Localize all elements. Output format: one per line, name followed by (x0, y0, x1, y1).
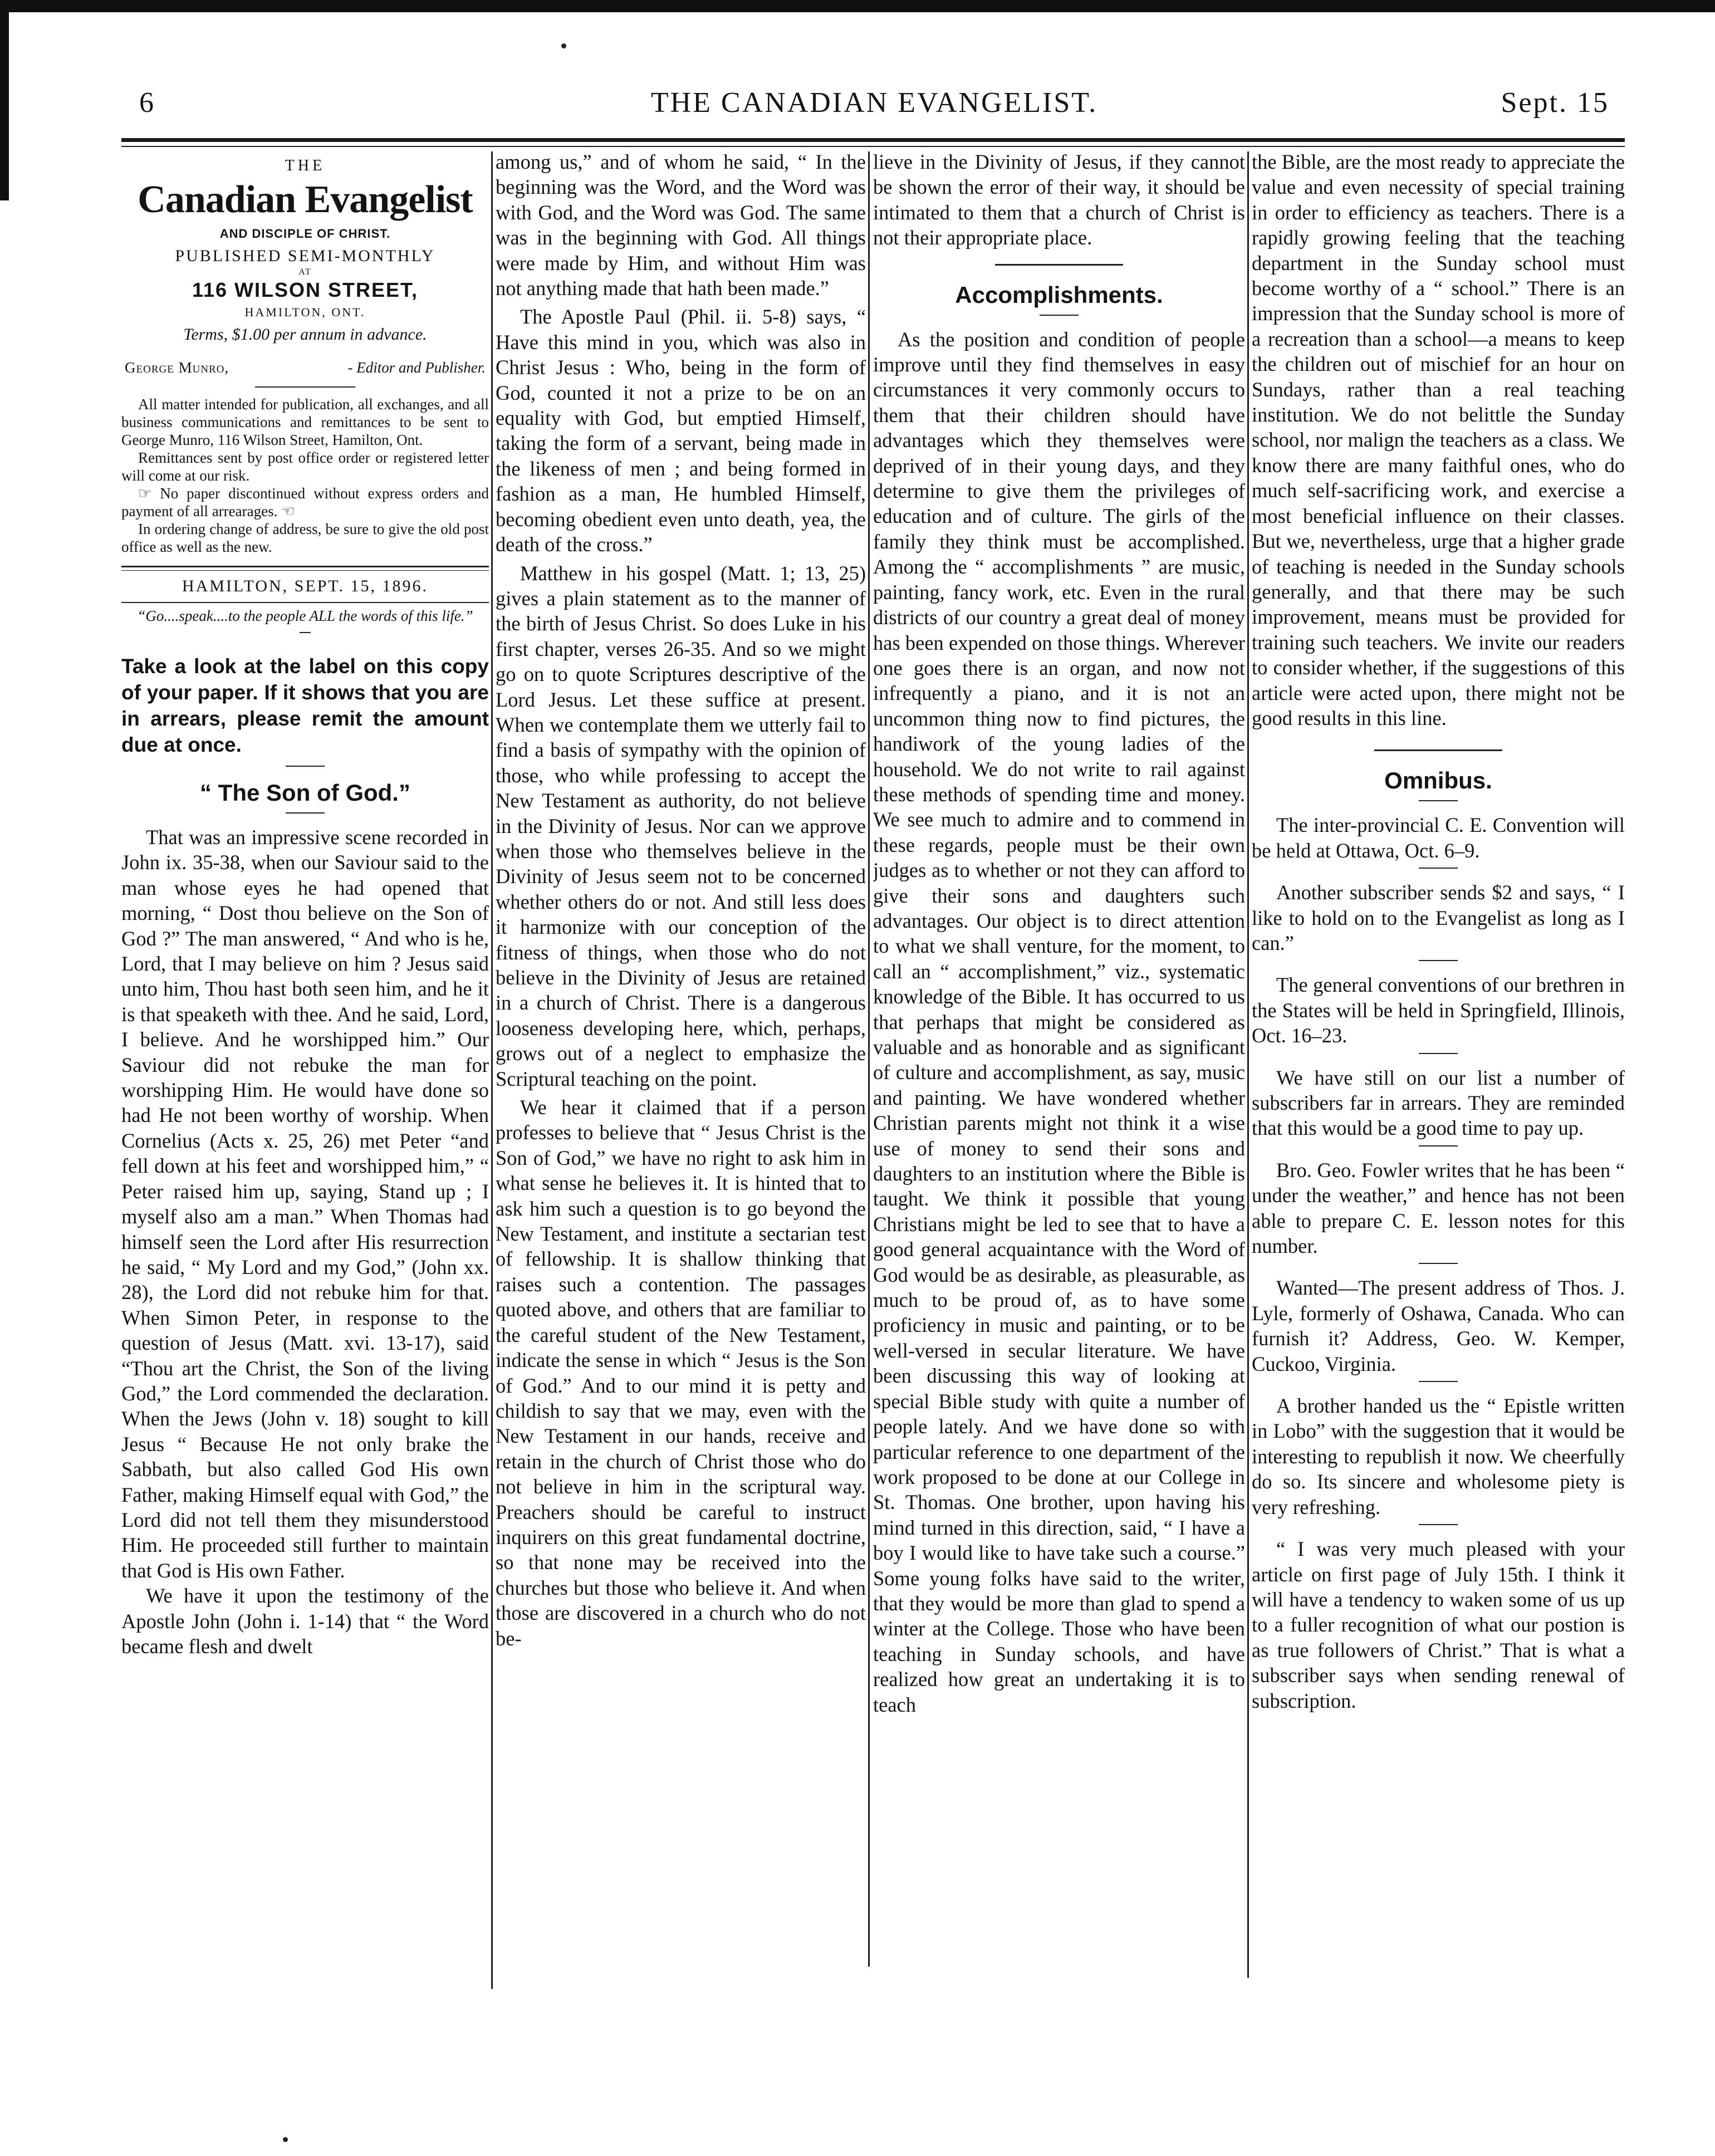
omnibus-item: “ I was very much pleased with your article on first page of July 15th. I think it will have a tendency to waken some of us up to a fuller recognition of what our postion is as true followers of Christ.” That is what a subscriber says when sending renewal of subscription. (1252, 1537, 1625, 1712)
article-title-accomplishments: Accomplishments. (955, 281, 1163, 308)
article-paragraph: That was an impressive scene recorded in John ix. 35-38, when our Saviour said to the man whose eyes he had opened that morning, “ Dost thou believe on the Son of God ?” The man answered, “ And who is he, Lord, that I may believe on him ? Jesus said unto him, Thou hast both seen him, and he it is that speaketh with thee. And he said, Lord, I believe. And he worshipped him.” Our Saviour did not rebuke the man for worshipping Him. He would have done so had He not been worthy of worship. When Cornelius (Acts x. 25, 26) met Peter “and fell down at his feet and worshipped him,” “ Peter raised him up, saying, Stand up ; I myself also am a man.” When Thomas had himself seen the Lord after His resurrection he said, “ My Lord and my God,” (John xx. 28), the Lord did not rebuke him for that. When Simon Peter, in response to the question of Jesus (Matt. xvi. 13-17), said “Thou art the Christ, the Son of the living God,” the Lord commended the declaration. When the Jews (John v. 18) sought to kill Jesus “ Because He not only brake the Sabbath, but also called God His own Father, making Himself equal with God,” the Lord did not tell them they misunderstood Him. He proceeded still further to maintain that God is His own Father. (121, 826, 489, 1582)
masthead (121, 149, 489, 388)
article-paragraph: the Bible, are the most ready to appreciate the value and even necessity of special training in order to efficiency as teachers. There is a rapidly growing feeling that the teaching department in the Sunday school must become worthy of a “ school.” There is an impression that the Sunday school is more of a recreation than a school—a means to keep the children out of mischief for an hour on Sundays, rather than a real teaching institution. We do not belittle the Sunday school, nor malign the teachers as a class. We know there are many faithful ones, who do much self-sacrificing work, and exercise a most beneficial influence on their classes. But we, nevertheless, urge that a higher grade of teaching is needed in the Sunday schools generally, and that there may be such improvement, means must be provided for training such teachers. We invite our readers to consider whether, if the suggestions of this article were acted upon, there might not be good results in this line. (1252, 150, 1625, 729)
item-rule (1419, 868, 1458, 869)
item-rule (1419, 1524, 1458, 1525)
article-paragraph: We hear it claimed that if a person professes to believe that “ Jesus Christ is the Son of God,” we have no right to ask him in what sense he believes it. It is hinted that to ask him such a question is to go beyond the New Testament, and institute a sectarian test of fellowship. It is shallow thinking that raises such a contention. The passages quoted above, and others that are familiar to the careful student of the New Testament, indicate the sense in which “ Jesus is the Son of God.” And to our mind it is petty and childish to say that we may, even with the New Testament in our hands, receive and retain in the church of Christ those who do not believe in him in the scriptural way. Preachers should be careful to instruct inquirers on this great fundamental doctrine, so that none may be received into the churches but those who believe it. And when those are discovered in a church who do not be- (496, 1096, 866, 1650)
publication-notice: In ordering change of address, be sure to give the old post office as well as the new. (121, 521, 489, 555)
title-rule (286, 812, 325, 814)
omnibus-item: Wanted—The present address of Thos. J. Lyle, formerly of Oshawa, Canada. Who can furnish it? Address, Geo. W. Kemper, Cuckoo, Virginia. (1252, 1276, 1625, 1375)
omnibus-item: Bro. Geo. Fowler writes that he has been “ under the weather,” and hence has not been able to prepare C. E. lesson notes for this number. (1252, 1158, 1625, 1258)
title-rule (1040, 315, 1079, 316)
scan-speck (561, 43, 566, 48)
publication-notice: All matter intended for publication, all exchanges, and all business communications and remittances to be sent to George Munro, 116 Wilson Street, Hamilton, Ont. (121, 396, 489, 448)
dateline: HAMILTON, SEPT. 15, 1896. (182, 577, 428, 595)
article-paragraph: among us,” and of whom he said, “ In the beginning was the Word, and the Word was with God, and the Word was God. The same was in the beginning with God. All things were made by Him, and without Him was not anything made that hath been made.” (496, 150, 866, 300)
publication-notice: Remittances sent by post office order or registered letter will come at our risk. (121, 449, 489, 484)
column-3 (873, 149, 1245, 1987)
item-rule (1419, 1381, 1458, 1382)
masthead-at: AT (298, 267, 312, 277)
item-rule (1419, 1145, 1458, 1146)
article-paragraph: As the position and condition of people improve until they find themselves in easy circumstances it very commonly occurs to them that their children should have advantages which they themselves were deprived of in their young days, and they determine to give them the privileges of education and of culture. The girls of the family they think must be accomplished. Among the “ accomplishments ” are music, painting, fancy work, etc. Even in the rural districts of our country a great deal of money has been expended on those things. Wherever one goes there is an organ, and now not infrequently a piano, and it is not an uncommon thing now to find pictures, the handiwork of the young ladies of the household. We do not write to rail against these methods of spending time and money. We see much to admire and to commend in these regards, people must be their own judges as to whether or not they can afford to give their sons and daughters such advantages. Our object is to direct attention to what we shall venture, for the moment, to call an “ accomplishment,” viz., systematic knowledge of the Bible. It has occurred to us that perhaps that might be considered as valuable and as honorable and as significant of culture and accomplishment, as say, music and painting. We have wondered whether Christian parents might not think it a wise use of money to send their sons and daughters to an institution where the Bible is taught. We think it possible that young Christians might be led to see that to have a good general acquaintance with the Word of God would be as desirable, as pleasurable, as much to be proud of, as to have some proficiency in music and painting, or to be well-versed in secular literature. We have been discussing this way of looking at special Bible study with quite a number of people lately. And we have done so with particular reference to one department of the work proposed to be done at our College in St. Thomas. One brother, upon having his mind turned in this direction, said, “ I have a boy I would like to have take such a course.” Some young folks have said to the writer, that they would be more than glad to spend a winter at the College. Those who have been teaching in Sunday schools, and have realized how great an undertaking it is to teach (873, 327, 1245, 1716)
masthead-name: Canadian Evangelist (138, 178, 473, 221)
header-rule-thin (121, 146, 1625, 147)
masthead-editor (121, 354, 489, 381)
column-4 (1252, 149, 1625, 1987)
article-title-son-of-god: “ The Son of God.” (200, 780, 410, 806)
masthead-subtitle: AND DISCIPLE OF CHRIST. (219, 227, 391, 241)
editor-name: George Munro, (125, 359, 229, 376)
column-1 (121, 149, 489, 1987)
column-divider (1247, 151, 1249, 1978)
title-rule (1419, 800, 1458, 801)
column-divider (491, 151, 493, 1989)
publication-notice: ☞ No paper discontinued without express orders and payment of all arrearages. ☜ (121, 485, 489, 520)
editor-role: - Editor and Publisher. (347, 359, 486, 376)
masthead-city: HAMILTON, ONT. (244, 305, 366, 319)
item-rule (1419, 960, 1458, 961)
item-rule (1419, 1263, 1458, 1264)
omnibus-item: Another subscriber sends $2 and says, “ I like to hold on to the Evangelist as long as I can.” (1252, 881, 1625, 954)
motto-dash (300, 632, 311, 633)
omnibus-item: A brother handed us the “ Epistle written in Lobo” with the suggestion that it would be interesting to republish it now. We cheerfully do so. Its sincere and wholesome piety is very refreshing. (1252, 1394, 1625, 1518)
header-rule (121, 138, 1625, 142)
masthead-divider (121, 566, 489, 567)
scan-speck (283, 2137, 288, 2142)
scan-edge-left (0, 0, 9, 200)
omnibus-item: The general conventions of our brethren in the States will be held in Springfield, Illinois, Oct. 16–23. (1252, 973, 1625, 1047)
masthead-street: 116 WILSON STREET, (192, 278, 419, 301)
masthead-frequency: PUBLISHED SEMI-MONTHLY (175, 247, 435, 265)
masthead-rule (255, 386, 355, 388)
omnibus-item: We have still on our list a number of subscribers far in arrears. They are reminded that this would be a good time to pay up. (1252, 1066, 1625, 1140)
omnibus-item: The inter-provincial C. E. Convention will be held at Ottawa, Oct. 6–9. (1252, 814, 1625, 862)
column-divider (868, 151, 870, 1967)
item-rule (1419, 1053, 1458, 1054)
section-rule (1374, 749, 1502, 751)
scan-edge-top (0, 0, 1715, 12)
column-2 (496, 149, 866, 1987)
section-rule (995, 264, 1123, 266)
motto: “Go....speak....to the people ALL the words of this life.” (137, 607, 473, 624)
arrears-notice: Take a look at the label on this copy of your paper. If it shows that you are in arrears, please remit the amount due at once. (121, 655, 489, 756)
page-number: 6 (139, 87, 155, 119)
running-head (139, 84, 1609, 122)
newspaper-title: THE CANADIAN EVANGELIST. (650, 87, 1098, 119)
article-paragraph: The Apostle Paul (Phil. ii. 5-8) says, “ Have this mind in you, which was also in Christ Jesus : Who, being in the form of God, counted it not a prize to be on an equality with God, but emptied Himself, taking the form of a servant, being made in the likeness of men ; and being formed in fashion as a man, He humbled Himself, becoming obedient even unto death, yea, the death of the cross.” (496, 305, 866, 556)
article-paragraph: We have it upon the testimony of the Apostle John (John i. 1-14) that “ the Word became flesh and dwelt (121, 1584, 489, 1658)
section-rule (286, 766, 325, 767)
article-paragraph: Matthew in his gospel (Matt. 1; 13, 25) gives a plain statement as to the manner of the birth of Jesus Christ. So does Luke in his first chapter, verses 26-35. And so we might go on to quote Scriptures descriptive of the Lord Jesus. Let these suffice at present. When we contemplate them we utterly fail to find a basis of sympathy with the opinion of those, who while professing to accept the New Testament as authority, do not believe in the Divinity of Jesus. Nor can we approve when those who themselves believe in the Divinity of Jesus seem not to be concerned whether others do or not. And still less does it harmonize with our conception of the fitness of things, when those who do not believe in the Divinity of Jesus are retained in a church of Christ. There is a dangerous looseness developing here, which, perhaps, grows out of a neglect to emphasize the Scriptural teaching on the point. (496, 561, 866, 1090)
issue-date: Sept. 15 (1501, 87, 1609, 119)
section-title-omnibus: Omnibus. (1384, 767, 1492, 794)
masthead-terms: Terms, $1.00 per annum in advance. (183, 325, 427, 344)
article-paragraph: lieve in the Divinity of Jesus, if they cannot be shown the error of their way, it should be intimated to them that a church of Christ is not their appropriate place. (873, 150, 1245, 249)
masthead-the: THE (285, 157, 326, 174)
